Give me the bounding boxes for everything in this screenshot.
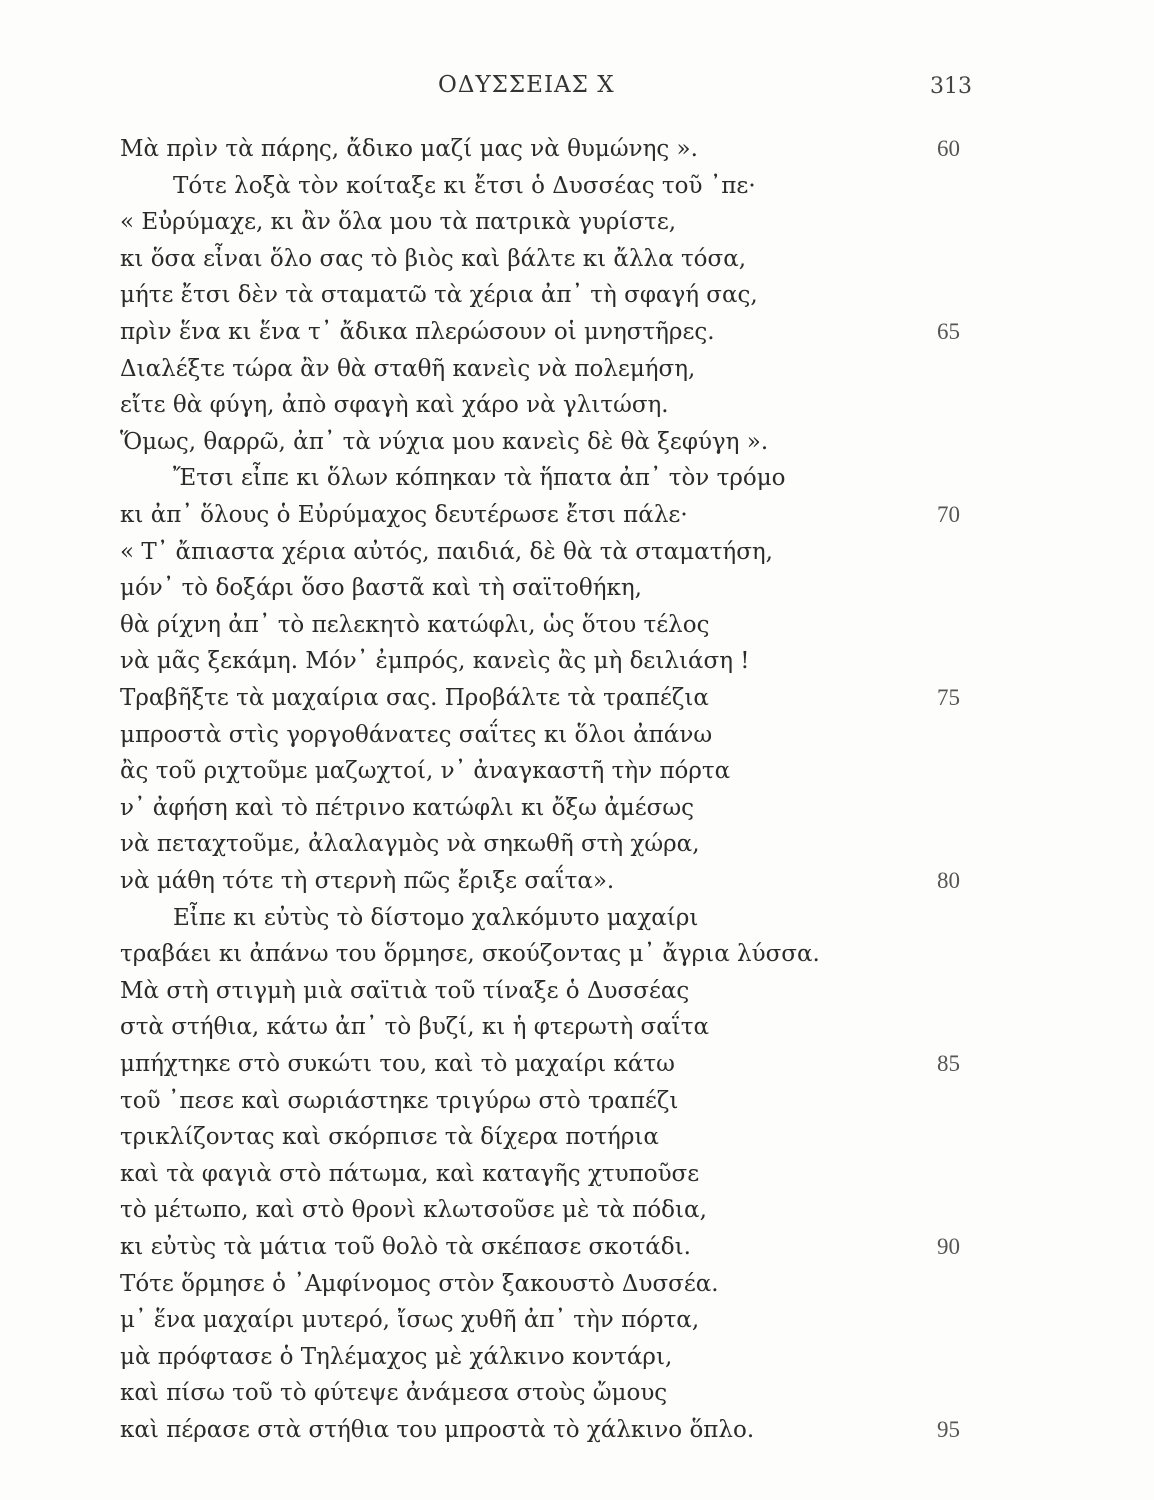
verse-text: Ὅμως, θαρρῶ, ἀπ᾿ τὰ νύχια μου κανεὶς δὲ θὰ ξεφύγη ». — [120, 428, 769, 455]
verse-line — [0, 607, 1154, 644]
verse-line — [0, 497, 1154, 534]
verse-line — [0, 314, 1154, 351]
page-number: 313 — [930, 74, 972, 99]
verse-text: μόν᾿ τὸ δοξάρι ὅσο βαστᾶ καὶ τὴ σαϊτοθήκη, — [120, 575, 642, 602]
verse-line — [0, 241, 1154, 278]
verse-line — [0, 717, 1154, 754]
verse-text: μπήχτηκε στὸ συκώτι του, καὶ τὸ μαχαίρι κάτω — [120, 1051, 675, 1077]
verse-text: μπροστὰ στὶς γοργοθάνατες σαΐτες κι ὅλοι ἀπάνω — [120, 721, 713, 748]
verse-text: μὰ πρόφτασε ὁ Τηλέμαχος μὲ χάλκινο κοντάρι, — [120, 1343, 673, 1370]
verse-line — [0, 790, 1154, 827]
verse-text: Διαλέξτε τώρα ἂν θὰ σταθῆ κανεὶς νὰ πολεμήση, — [120, 355, 696, 382]
verse-text: εἴτε θὰ φύγη, ἀπὸ σφαγὴ καὶ χάρο νὰ γλιτώση. — [120, 392, 669, 419]
line-number: 60 — [937, 136, 960, 161]
verse-line — [0, 277, 1154, 314]
verse-text: κι εὐτὺς τὰ μάτια τοῦ θολὸ τὰ σκέπασε σκοτάδι. — [120, 1234, 691, 1260]
verse-line — [0, 1412, 1154, 1449]
verse-text: « Εὐρύμαχε, κι ἂν ὅλα μου τὰ πατρικὰ γυρίστε, — [120, 209, 677, 236]
verse-line — [0, 900, 1154, 937]
verse-text: νὰ μᾶς ξεκάμη. Μόν᾿ ἐμπρός, κανεὶς ἂς μὴ δειλιάση ! — [120, 648, 750, 675]
verse-line — [0, 1009, 1154, 1046]
verse-text: καὶ πίσω τοῦ τὸ φύτεψε ἀνάμεσα στοὺς ὤμους — [120, 1380, 668, 1407]
verse-text: Τότε ὅρμησε ὁ ᾿Αμφίνομος στὸν ξακουστὸ Δυσσέα. — [120, 1270, 719, 1297]
verse-text: ἂς τοῦ ριχτοῦμε μαζωχτοί, ν᾿ ἀναγκαστῆ τὴν πόρτα — [120, 758, 731, 785]
verse-text: « Τ᾿ ἄπιαστα χέρια αὐτός, παιδιά, δὲ θὰ τὰ σταματήση, — [120, 538, 773, 565]
verse-line — [0, 1083, 1154, 1120]
running-title: ΟΔΥΣΣΕΙΑΣ Χ — [438, 72, 615, 98]
verse-text: πρὶν ἕνα κι ἕνα τ᾿ ἄδικα πλερώσουν οἱ μνηστῆρες. — [120, 319, 715, 345]
verse-text: τὸ μέτωπο, καὶ στὸ θρονὶ κλωτσοῦσε μὲ τὰ πόδια, — [120, 1197, 707, 1224]
verse-line — [0, 131, 1154, 168]
verse-line — [0, 534, 1154, 571]
verse-line — [0, 680, 1154, 717]
verse-text: κι ἀπ᾿ ὅλους ὁ Εὐρύμαχος δευτέρωσε ἔτσι πάλε· — [120, 502, 688, 528]
verse-line — [0, 204, 1154, 241]
verse-text: Εἶπε κι εὐτὺς τὸ δίστομο χαλκόμυτο μαχαίρι — [173, 904, 699, 931]
verse-text: νὰ πεταχτοῦμε, ἀλαλαγμὸς νὰ σηκωθῆ στὴ χώρα, — [120, 831, 700, 858]
verse-text: τοῦ ᾿πεσε καὶ σωριάστηκε τριγύρω στὸ τραπέζι — [120, 1087, 679, 1114]
line-number: 70 — [937, 502, 960, 527]
verse-text: Τραβῆξτε τὰ μαχαίρια σας. Προβάλτε τὰ τραπέζια — [120, 685, 709, 711]
line-number: 95 — [937, 1417, 960, 1442]
verse-text: Ἔτσι εἶπε κι ὅλων κόπηκαν τὰ ἥπατα ἀπ᾿ τὸν τρόμο — [173, 465, 786, 492]
verse-line — [0, 424, 1154, 461]
line-number: 75 — [937, 685, 960, 710]
verse-line — [0, 460, 1154, 497]
verse-line — [0, 1302, 1154, 1339]
verse-line — [0, 643, 1154, 680]
line-number: 80 — [937, 868, 960, 893]
verse-text: καὶ τὰ φαγιὰ στὸ πάτωμα, καὶ καταγῆς χτυποῦσε — [120, 1160, 700, 1187]
verse-line — [0, 753, 1154, 790]
verse-line — [0, 1119, 1154, 1156]
verse-line — [0, 973, 1154, 1010]
verse-line — [0, 1375, 1154, 1412]
verse-line — [0, 570, 1154, 607]
verse-line — [0, 936, 1154, 973]
verse-line — [0, 1046, 1154, 1083]
verse-line — [0, 387, 1154, 424]
verse-text: κι ὅσα εἶναι ὅλο σας τὸ βιὸς καὶ βάλτε κι ἄλλα τόσα, — [120, 245, 747, 272]
verse-line — [0, 1229, 1154, 1266]
verse-text: μ᾿ ἕνα μαχαίρι μυτερό, ἴσως χυθῆ ἀπ᾿ τὴν πόρτα, — [120, 1307, 700, 1334]
line-number: 65 — [937, 319, 960, 344]
verse-text: στὰ στήθια, κάτω ἀπ᾿ τὸ βυζί, κι ἡ φτερωτὴ σαΐτα — [120, 1014, 710, 1041]
verse-text: τρικλίζοντας καὶ σκόρπισε τὰ δίχερα ποτήρια — [120, 1124, 659, 1151]
verse-text: τραβάει κι ἀπάνω του ὅρμησε, σκούζοντας μ᾿ ἄγρια λύσσα. — [120, 941, 820, 968]
verse-text: Μὰ πρὶν τὰ πάρης, ἄδικο μαζί μας νὰ θυμώνης ». — [120, 136, 698, 162]
verse-line — [0, 863, 1154, 900]
verse-text: Μὰ στὴ στιγμὴ μιὰ σαϊτιὰ τοῦ τίναξε ὁ Δυσσέας — [120, 977, 690, 1004]
verse-line — [0, 1156, 1154, 1193]
verse-text: μήτε ἔτσι δὲν τὰ σταματῶ τὰ χέρια ἀπ᾿ τὴ σφαγή σας, — [120, 282, 758, 309]
verse-text: νὰ μάθη τότε τὴ στερνὴ πῶς ἔριξε σαΐτα». — [120, 868, 615, 894]
line-number: 85 — [937, 1051, 960, 1076]
verse-line — [0, 1266, 1154, 1303]
verse-line — [0, 168, 1154, 205]
verse-text: θὰ ρίχνη ἀπ᾿ τὸ πελεκητὸ κατώφλι, ὡς ὅτου τέλος — [120, 611, 710, 638]
verse-line — [0, 351, 1154, 388]
verse-text: Τότε λοξὰ τὸν κοίταξε κι ἔτσι ὁ Δυσσέας τοῦ ᾿πε· — [173, 172, 756, 199]
verse-text: ν᾿ ἀφήση καὶ τὸ πέτρινο κατώφλι κι ὄξω ἀμέσως — [120, 794, 694, 821]
verse-line — [0, 826, 1154, 863]
verse-line — [0, 1192, 1154, 1229]
line-number: 90 — [937, 1234, 960, 1259]
verse-line — [0, 1339, 1154, 1376]
verse-text: καὶ πέρασε στὰ στήθια του μπροστὰ τὸ χάλκινο ὅπλο. — [120, 1417, 755, 1443]
